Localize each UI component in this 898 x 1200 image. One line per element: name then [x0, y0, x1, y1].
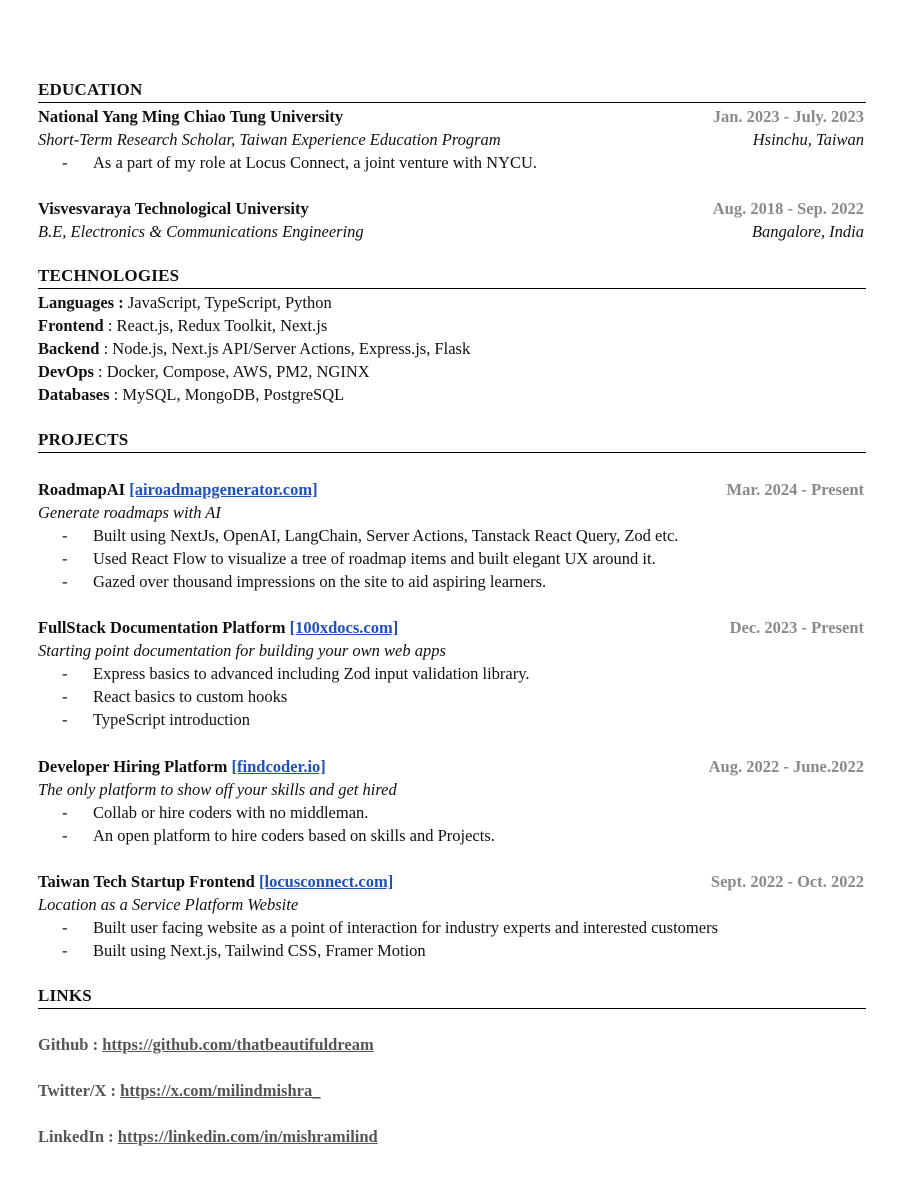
link-label: Github : [38, 1035, 103, 1054]
project-link[interactable]: [locusconnect.com] [258, 872, 394, 891]
project-title-row [38, 616, 866, 639]
bullet-dash: - [62, 826, 68, 845]
github-link[interactable]: https://github.com/thatbeautifuldream [102, 1035, 374, 1054]
tech-row-backend [38, 337, 866, 360]
list-item [62, 662, 530, 685]
tech-row-languages [38, 291, 866, 314]
list-item [62, 801, 368, 824]
bullet-text: Collab or hire coders with no middleman. [93, 803, 369, 822]
project-dates: Sept. 2022 - Oct. 2022 [710, 872, 864, 891]
twitter-link[interactable]: https://x.com/milindmishra_ [120, 1081, 321, 1100]
tech-value: : Docker, Compose, AWS, PM2, NGINX [93, 362, 370, 381]
list-item [62, 916, 718, 939]
bullet-text: Built using Next.js, Tailwind CSS, Framer Motion [93, 941, 426, 960]
bullet-text: An open platform to hire coders based on skills and Projects. [93, 826, 495, 845]
project-name: FullStack Documentation Platform [38, 618, 286, 637]
bullet-dash: - [62, 526, 68, 545]
link-label: LinkedIn : [38, 1127, 118, 1146]
bullet-dash: - [62, 803, 68, 822]
projects-heading: PROJECTS [38, 430, 866, 453]
education-role: Short-Term Research Scholar, Taiwan Experience Education Program [38, 130, 501, 149]
project-tagline: Generate roadmaps with AI [38, 503, 221, 522]
project-link[interactable]: [100xdocs.com] [289, 618, 399, 637]
list-item [62, 570, 546, 593]
bullet-text: TypeScript introduction [93, 710, 250, 729]
tech-row-devops [38, 360, 866, 383]
tech-value: : MySQL, MongoDB, PostgreSQL [109, 385, 345, 404]
list-item [62, 824, 495, 847]
project-title-row [38, 755, 866, 778]
education-role-row [38, 220, 866, 243]
list-item [62, 708, 250, 731]
link-row-linkedin [38, 1125, 866, 1148]
tech-label: Databases [38, 385, 110, 404]
project-link[interactable]: [findcoder.io] [231, 757, 326, 776]
project-link[interactable]: [airoadmapgenerator.com] [129, 480, 318, 499]
bullet-text: Gazed over thousand impressions on the site to aid aspiring learners. [93, 572, 547, 591]
tech-label: Frontend [38, 316, 104, 335]
project-name: Taiwan Tech Startup Frontend [38, 872, 255, 891]
bullet-text: Built using NextJs, OpenAI, LangChain, Server Actions, Tanstack React Query, Zod etc. [93, 526, 679, 545]
education-heading: EDUCATION [38, 80, 866, 103]
education-location: Hsinchu, Taiwan [752, 130, 864, 149]
bullet-dash: - [62, 153, 68, 172]
education-role-row [38, 128, 866, 151]
project-dates: Aug. 2022 - June.2022 [708, 757, 864, 776]
tech-value: : Node.js, Next.js API/Server Actions, Express.js, Flask [99, 339, 471, 358]
project-tagline: Starting point documentation for building your own web apps [38, 641, 446, 660]
education-entry-2 [38, 197, 866, 220]
tech-value: JavaScript, TypeScript, Python [123, 293, 332, 312]
bullet-text: Express basics to advanced including Zod input validation library. [93, 664, 530, 683]
project-title-row [38, 478, 866, 501]
tech-row-databases [38, 383, 866, 406]
project-tagline: The only platform to show off your skills and get hired [38, 780, 397, 799]
project-name: RoadmapAI [38, 480, 126, 499]
links-heading: LINKS [38, 986, 866, 1009]
bullet-dash: - [62, 710, 68, 729]
project-dates: Mar. 2024 - Present [726, 480, 864, 499]
bullet-dash: - [62, 572, 68, 591]
education-role: B.E, Electronics & Communications Engineering [38, 222, 364, 241]
link-row-github [38, 1033, 866, 1056]
education-dates: Jan. 2023 - July. 2023 [712, 107, 864, 126]
link-row-twitter [38, 1079, 866, 1102]
technologies-heading: TECHNOLOGIES [38, 266, 866, 289]
bullet-dash: - [62, 664, 68, 683]
bullet-dash: - [62, 918, 68, 937]
tech-value: : React.js, Redux Toolkit, Next.js [103, 316, 328, 335]
education-entry-1 [38, 105, 866, 128]
linkedin-link[interactable]: https://linkedin.com/in/mishramilind [117, 1127, 378, 1146]
list-item [62, 939, 426, 962]
education-dates: Aug. 2018 - Sep. 2022 [712, 199, 864, 218]
bullet-dash: - [62, 549, 68, 568]
tech-row-frontend [38, 314, 866, 337]
education-location: Bangalore, India [751, 222, 864, 241]
bullet-text: Built user facing website as a point of interaction for industry experts and interested customers [93, 918, 718, 937]
project-dates: Dec. 2023 - Present [729, 618, 864, 637]
list-item [62, 524, 678, 547]
tech-label: Backend [38, 339, 100, 358]
list-item [62, 685, 287, 708]
tech-label: Languages : [38, 293, 124, 312]
list-item [62, 151, 537, 174]
project-title-row [38, 870, 866, 893]
bullet-dash: - [62, 687, 68, 706]
project-tagline: Location as a Service Platform Website [38, 895, 299, 914]
bullet-text: React basics to custom hooks [93, 687, 288, 706]
bullet-dash: - [62, 941, 68, 960]
list-item [62, 547, 656, 570]
bullet-text: Used React Flow to visualize a tree of roadmap items and built elegant UX around it. [93, 549, 656, 568]
link-label: Twitter/X : [38, 1081, 121, 1100]
project-name: Developer Hiring Platform [38, 757, 228, 776]
school-name: National Yang Ming Chiao Tung University [38, 107, 344, 126]
bullet-text: As a part of my role at Locus Connect, a joint venture with NYCU. [93, 153, 538, 172]
school-name: Visvesvaraya Technological University [38, 199, 309, 218]
tech-label: DevOps [38, 362, 94, 381]
